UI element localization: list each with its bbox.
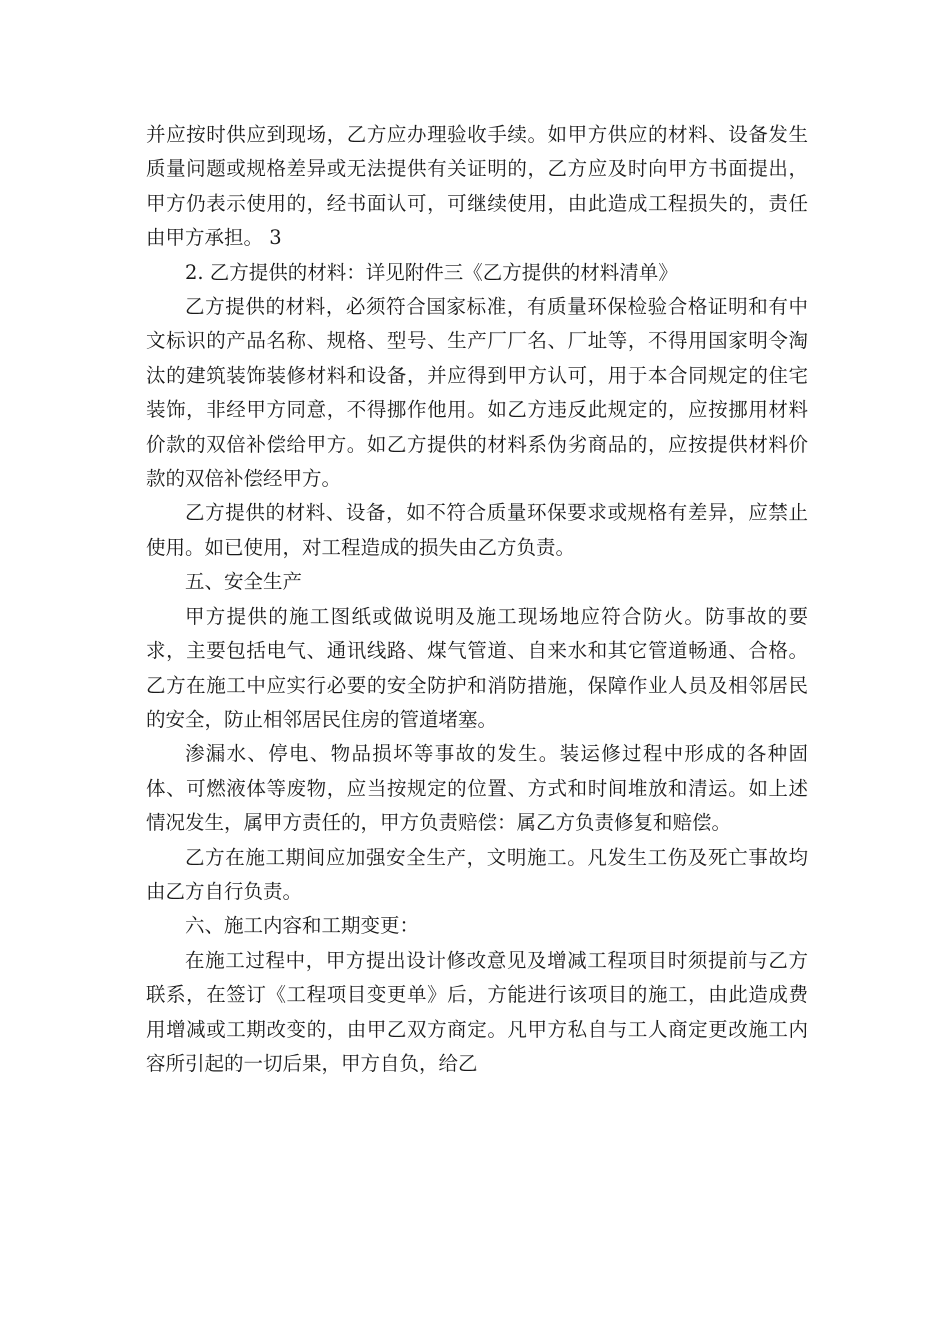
paragraph-design-changes: 在施工过程中，甲方提出设计修改意见及增减工程项目时须提前与乙方联系，在签订《工程项目变更单》后，方能进行该项目的施工，由此造成费用增减或工期改变的，由甲乙双方商定。凡甲方私自与工人商定更改施工内容所引起的一切后果，甲方自负，给乙 (146, 948, 808, 1075)
paragraph-material-supply-continued: 并应按时供应到现场，乙方应办理验收手续。如甲方供应的材料、设备发生质量问题或规格差异或无法提供有关证明的，乙方应及时向甲方书面提出，甲方仍表示使用的，经书面认可，可继续使用，由此造成工程损失的，责任由甲方承担。 3 (146, 123, 808, 250)
section-heading-safety: 五、安全生产 (185, 570, 303, 594)
paragraph-safety-fire-prevention: 甲方提供的施工图纸或做说明及施工现场地应符合防火。防事故的要求，主要包括电气、通讯线路、煤气管道、自来水和其它管道畅通、合格。乙方在施工中应实行必要的安全防护和消防措施，保障作业人员及相邻居民的安全，防止相邻居民住房的管道堵塞。 (146, 604, 808, 731)
paragraph-party-b-materials-quality: 乙方提供的材料、设备，如不符合质量环保要求或规格有差异，应禁止使用。如已使用，对工程造成的损失由乙方负责。 (146, 501, 808, 559)
document-body (146, 118, 808, 1081)
section-heading-changes: 六、施工内容和工期变更： (185, 914, 420, 938)
paragraph-party-b-materials-heading: 2. 乙方提供的材料：详见附件三《乙方提供的材料清单》 (185, 260, 678, 284)
paragraph-safety-accidents: 渗漏水、停电、物品损坏等事故的发生。装运修过程中形成的各种固体、可燃液体等废物，应当按规定的位置、方式和时间堆放和清运。如上述情况发生，属甲方责任的，甲方负责赔偿：属乙方负责修复和赔偿。 (146, 742, 808, 835)
paragraph-safety-civilized-construction: 乙方在施工期间应加强安全生产，文明施工。凡发生工伤及死亡事故均由乙方自行负责。 (146, 845, 808, 903)
paragraph-party-b-materials-standards: 乙方提供的材料，必须符合国家标准，有质量环保检验合格证明和有中文标识的产品名称、规格、型号、生产厂厂名、厂址等，不得用国家明令淘汰的建筑装饰装修材料和设备，并应得到甲方认可，用于本合同规定的住宅装饰，非经甲方同意，不得挪作他用。如乙方违反此规定的，应按挪用材料价款的双倍补偿给甲方。如乙方提供的材料系伪劣商品的，应按提供材料价款的双倍补偿经甲方。 (146, 295, 808, 491)
